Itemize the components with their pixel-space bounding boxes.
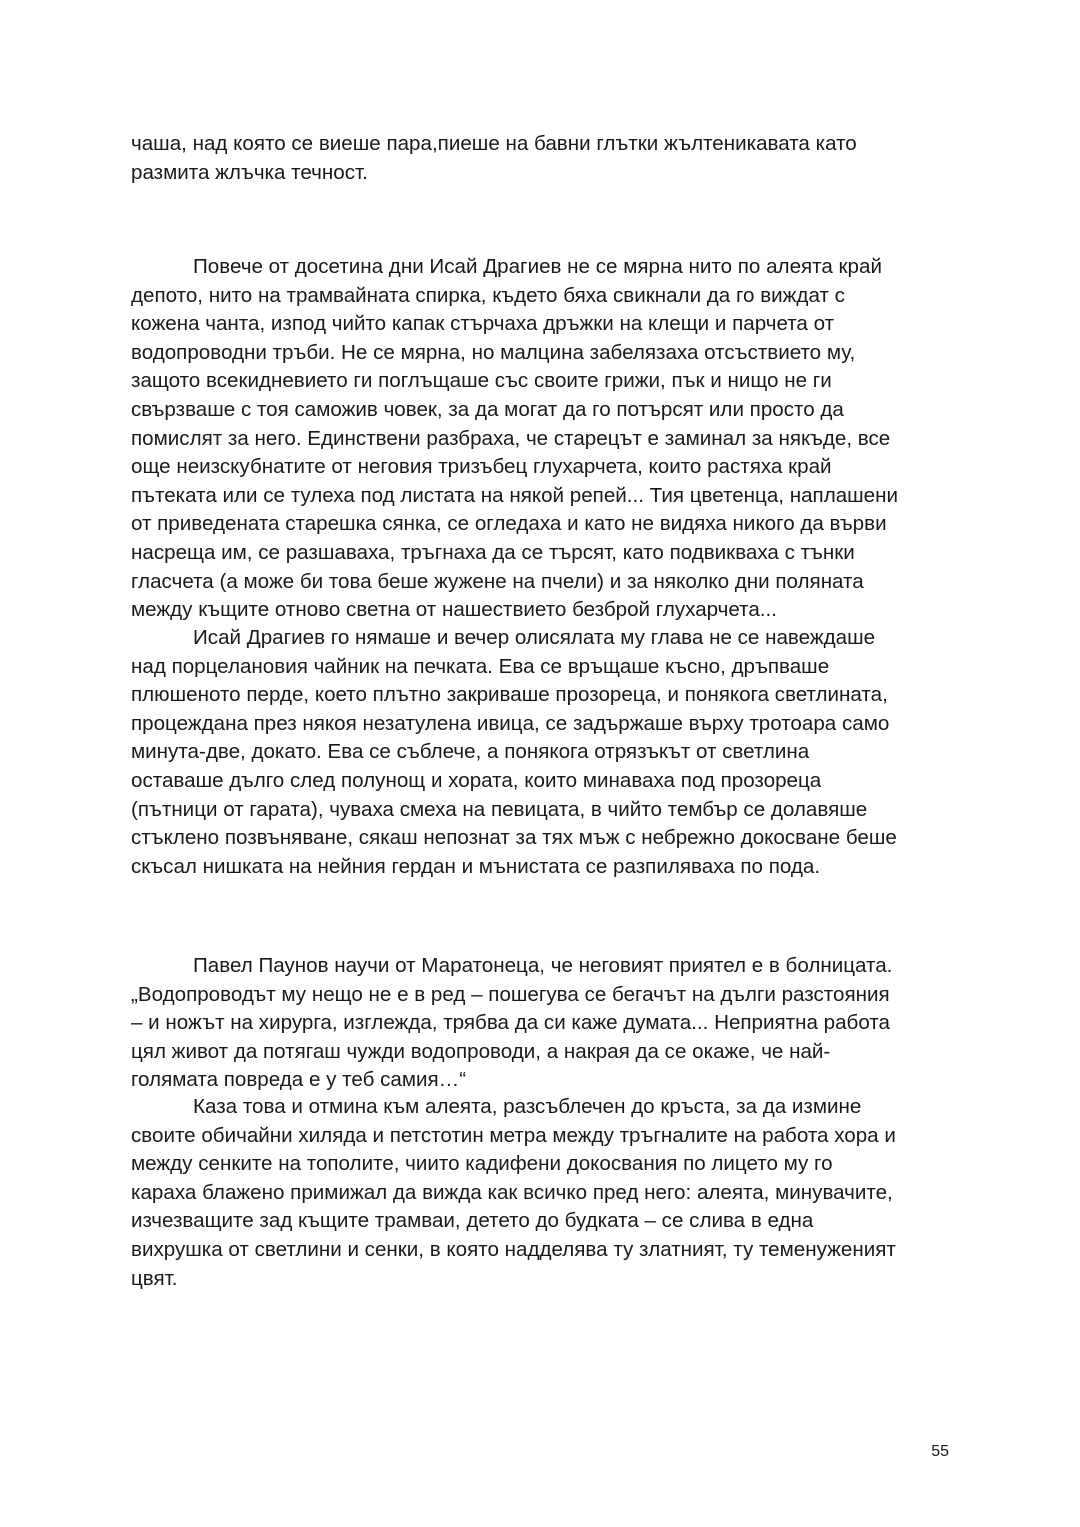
text-line: между сенките на тополите, чиито кадифени докосвания по лицето му го <box>131 1152 833 1176</box>
text-line: Каза това и отмина към алеята, разсъблечен до кръста, за да измине <box>193 1095 862 1118</box>
text-line: от приведената старешка сянка, се огледаха и като не видяха никого да върви <box>131 512 887 536</box>
text-line: (пътници от гарата), чуваха смеха на певицата, в чийто тембър се долавяше <box>131 797 868 821</box>
text-line: цял живот да потягаш чужди водопроводи, а накрая да се окаже, че най- <box>131 1039 831 1063</box>
text-line: стъклено позвъняване, сякаш непознат за тях мъж с небрежно докосване беше <box>131 826 897 850</box>
text-line: минута-две, докато. Ева се съблече, а понякога отрязъкът от светлина <box>131 740 810 764</box>
text-line: процеждана през някоя незатулена ивица, се задържаше върху тротоара само <box>131 711 890 735</box>
text-line: кожена чанта, изпод чийто капак стърчаха дръжки на клещи и парчета от <box>131 312 835 336</box>
text-line: цвят. <box>131 1266 178 1290</box>
paragraph <box>131 624 951 881</box>
text-line: караха блажено примижал да вижда как всичко пред него: алеята, минувачите, <box>131 1180 893 1204</box>
text-line: Повече от досетина дни Исай Драгиев не се мярна нито по алеята край <box>193 255 882 278</box>
text-line: размита жлъчка течност. <box>131 160 368 184</box>
text-line: Исай Драгиев го нямаше и вечер олисялата му глава не се навеждаше <box>193 626 876 649</box>
text-line: своите обичайни хиляда и петстотин метра между тръгналите на работа хора и <box>131 1123 896 1147</box>
text-line: гласчета (а може би това беше жужене на пчели) и за няколко дни поляната <box>131 569 864 593</box>
text-line: още неизскубнатите от неговия тризъбец глухарчета, които растяха край <box>131 455 832 479</box>
text-line: свързваше с тоя саможив човек, за да могат да го потърсят или просто да <box>131 397 844 421</box>
text-line: насреща им, се разшаваха, тръгнаха да се търсят, като подвикваха с тънки <box>131 540 855 564</box>
text-line: водопроводни тръби. Не се мярна, но малцина забелязаха отсъствието му, <box>131 340 856 364</box>
text-line: скъсал нишката на нейния гердан и мънистата се разпиляваха по пода. <box>131 854 821 878</box>
paragraph <box>131 1093 951 1293</box>
text-line: „Водопроводът му нещо не е в ред – пошегува се бегачът на дълги разстояния <box>131 982 890 1006</box>
text-line: плюшеното перде, което плътно закриваше прозореца, и понякога светлината, <box>131 683 888 707</box>
text-line: помислят за него. Единствени разбраха, че старецът е заминал за някъде, все <box>131 426 891 450</box>
text-line: защото всекидневието ги поглъщаше със своите грижи, пък и нищо не ги <box>131 369 832 393</box>
text-line: между къщите отново светна от нашествието безброй глухарчета... <box>131 598 777 622</box>
text-line: чаша, над която се виеше пара,пиеше на бавни глътки жълтеникавата като <box>131 132 857 155</box>
paragraph <box>131 952 951 1095</box>
page-number: 55 <box>931 1443 949 1460</box>
text-line: – и ножът на хирурга, изглежда, трябва да си каже думата... Неприятна работа <box>131 1011 890 1035</box>
paragraph <box>131 253 951 625</box>
text-line: оставаше дълго след полунощ и хората, които минаваха под прозореца <box>131 768 822 792</box>
text-line: голямата повреда е у теб самия…“ <box>131 1068 467 1092</box>
text-line: изчезващите зад къщите трамваи, детето до будката – се слива в една <box>131 1209 814 1233</box>
paragraph-continuation <box>131 130 951 187</box>
text-line: над порцелановия чайник на печката. Ева се връщаше късно, дръпваше <box>131 654 830 678</box>
text-line: пътеката или се тулеха под листата на някой репей... Тия цветенца, наплашени <box>131 483 899 507</box>
text-line: вихрушка от светлини и сенки, в която надделява ту златният, ту теменуженият <box>131 1237 896 1261</box>
text-line: Павел Паунов научи от Маратонеца, че неговият приятел е в болницата. <box>193 954 893 977</box>
text-line: депото, нито на трамвайната спирка, където бяха свикнали да го виждат с <box>131 283 845 307</box>
